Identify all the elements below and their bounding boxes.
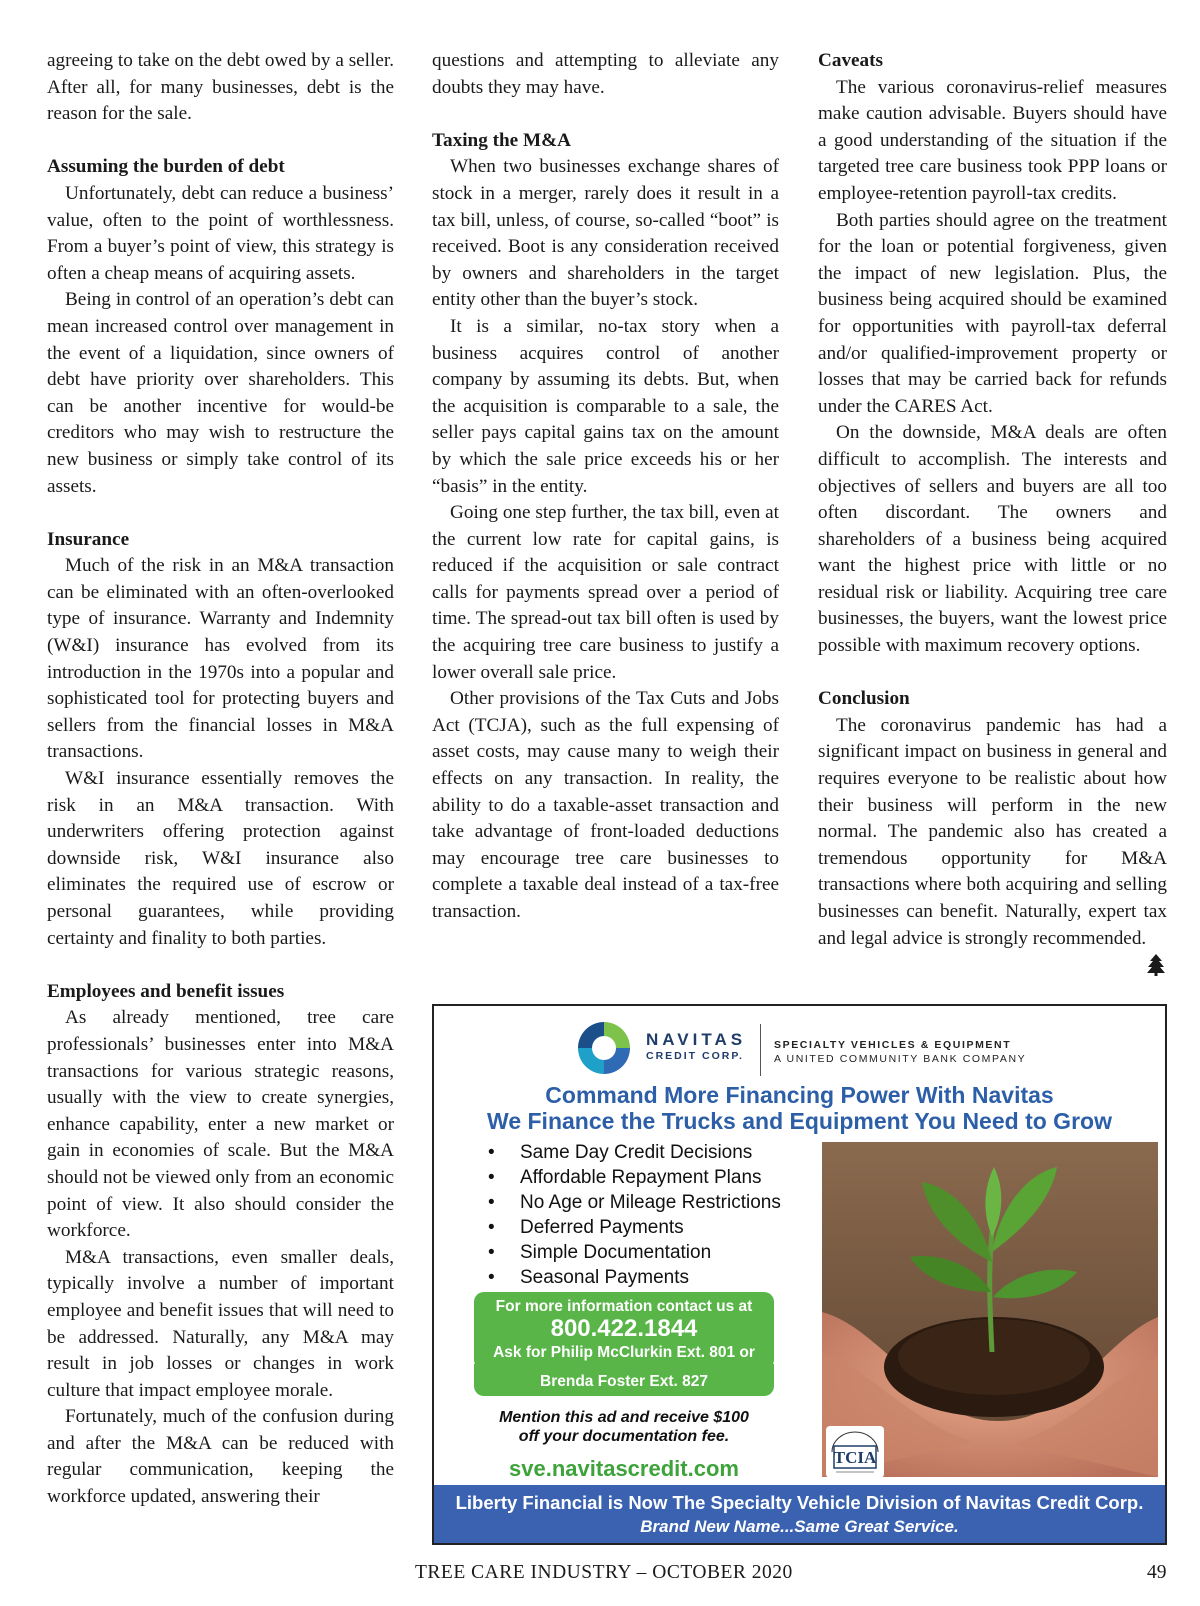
section-heading-caveats: Caveats <box>818 50 884 71</box>
paragraph: As already mentioned, tree care professionals’ businesses enter into M&A transactions for various strategic reasons, usually with the view to create synergies, enhance capability, enter a new market or gain in economies of scale. But the M&A should not be viewed only from an economic point of view. It also should consider the workforce. <box>47 1007 394 1242</box>
headline-1: Command More Financing Power With Navitas <box>545 1082 1054 1108</box>
section-heading-insurance: Insurance <box>47 528 130 550</box>
bullet-icon: • <box>488 1192 495 1213</box>
benefit-text: Deferred Payments <box>520 1217 684 1238</box>
contact-person-2: Brenda Foster Ext. 827 <box>474 1370 774 1396</box>
ad-brand <box>646 1030 746 1063</box>
brand-name: NAVITAS <box>646 1030 747 1049</box>
paragraph <box>818 713 1167 952</box>
navitas-advertisement[interactable] <box>432 1004 1167 1545</box>
offer-line-2: off your documentation fee. <box>518 1428 730 1445</box>
tree-icon <box>1129 954 1165 985</box>
contact-box <box>474 1292 774 1370</box>
list-item <box>484 1240 781 1265</box>
paragraph: Being in control of an operation’s debt can mean increased control over management in the event of a liquidation, since owners of debt have priority over shareholders. This can be another incentive for would-be creditors who may wish to restructure the new business or simply take control of its assets. <box>47 289 394 497</box>
benefit-text: No Age or Mileage Restrictions <box>520 1192 781 1213</box>
paragraph: Much of the risk in an M&A transaction can be eliminated with an often-overlooked type of insurance. Warranty and Indemnity (W&I) insurance has evolved from its introduction in the 1970s into a popular and sophisticated tool for protecting buyers and sellers from the financial losses in M&A transactions. <box>47 555 394 763</box>
section-heading-tax: Taxing the M&A <box>432 129 571 151</box>
ad-tagline <box>774 1038 1026 1066</box>
benefit-text: Simple Documentation <box>520 1242 712 1263</box>
benefit-text: Same Day Credit Decisions <box>520 1142 753 1163</box>
paragraph: W&I insurance essentially removes the risk in an M&A transaction. With underwriters offering protection against downside risk, W&I insurance also eliminates the required use of escrow or personal guarantees, while providing certainty and finality to both parties. <box>47 768 394 949</box>
ad-footer-line-2: Brand New Name...Same Great Service. <box>640 1517 959 1536</box>
bullet-icon: • <box>488 1242 495 1263</box>
bullet-icon: • <box>488 1217 495 1238</box>
contact-intro: For more information contact us at <box>495 1298 753 1315</box>
paragraph: Fortunately, much of the confusion during and after the M&A can be reduced with regular communication, keeping the workforce updated, answering their <box>47 1406 394 1508</box>
list-item <box>484 1165 781 1190</box>
paragraph: questions and attempting to alleviate any doubts they may have. <box>432 50 779 98</box>
benefit-text: Seasonal Payments <box>520 1267 689 1288</box>
ad-website-link[interactable]: sve.navitascredit.com <box>509 1456 739 1481</box>
bullet-icon: • <box>488 1267 495 1288</box>
headline-2: We Finance the Trucks and Equipment You Need to Grow <box>487 1108 1112 1134</box>
ad-footer-line-1: Liberty Financial is Now The Specialty Vehicle Division of Navitas Credit Corp. <box>455 1492 1144 1513</box>
contact-person-1: Ask for Philip McClurkin Ext. 801 or <box>493 1344 755 1361</box>
list-item <box>484 1215 781 1240</box>
paragraph: The various coronavirus-relief measures make caution advisable. Buyers should have a good understanding of the situation if the targeted tree care business took PPP loans or employee-retention payroll-tax credits. <box>818 76 1167 204</box>
tagline-1: SPECIALTY VEHICLES & EQUIPMENT <box>774 1039 1012 1051</box>
paragraph: Unfortunately, debt can reduce a business’ value, often to the point of worthlessness. From a buyer’s point of view, this strategy is often a cheap means of acquiring assets. <box>47 182 394 284</box>
ad-footer-banner <box>434 1485 1165 1543</box>
article-column-1 <box>47 48 394 1511</box>
list-item <box>484 1140 781 1165</box>
section-heading-debt: Assuming the burden of debt <box>47 156 285 178</box>
benefit-text: Affordable Repayment Plans <box>520 1167 762 1188</box>
phone-number[interactable]: 800.422.1844 <box>550 1315 698 1342</box>
paragraph: Going one step further, the tax bill, even at the current low rate for capital gains, is reduced if the acquisition or sale contract calls for payments spread over a period of time. The spread-out tax bill often is used by the acquiring tree care business to justify a lower overall sale price. <box>432 502 779 683</box>
bullet-icon: • <box>488 1142 495 1163</box>
list-item <box>484 1265 781 1290</box>
paragraph: It is a similar, no-tax story when a business acquires control of another company by assuming its debts. But, when the acquisition is comparable to a sale, the seller pays capital gains tax on the amount by which the sale price exceeds his or her “basis” in the entity. <box>432 315 779 497</box>
ad-logo-row <box>574 1018 1134 1082</box>
paragraph: Other provisions of the Tax Cuts and Jobs Act (TCJA), such as the full expensing of asset costs, may cause many to weigh their effects on any transaction. In reality, the ability to do a taxable-asset transaction and take advantage of front-loaded deductions may encourage tree care businesses to complete a taxable deal instead of a tax-free transaction. <box>432 688 779 922</box>
list-item <box>484 1190 781 1215</box>
paragraph: agreeing to take on the debt owed by a seller. After all, for many businesses, debt is the reason for the sale. <box>47 50 394 125</box>
article-column-2 <box>432 48 779 926</box>
paragraph: On the downside, M&A deals are often difficult to accomplish. The interests and objectives of sellers and buyers are all too often discordant. The owners and shareholders of a business being acquired want the highest price with little or no residual risk or liability. Acquiring tree care businesses, the buyers, want the lowest price possible with maximum recovery options. <box>818 422 1167 657</box>
tcia-member-badge <box>826 1426 884 1478</box>
section-heading-employees: Employees and benefit issues <box>47 980 285 1002</box>
publication-line: TREE CARE INDUSTRY – OCTOBER 2020 <box>415 1562 793 1583</box>
section-heading-conclusion: Conclusion <box>818 688 910 710</box>
ad-benefits-list <box>484 1140 781 1290</box>
article-column-3 <box>818 48 1167 985</box>
paragraph: When two businesses exchange shares of stock in a merger, rarely does it result in a tax bill, unless, of course, so-called “boot” is received. Boot is any consideration received by owners and shareholders in the target entity other than the buyer’s stock. <box>432 156 779 311</box>
ad-offer <box>474 1408 774 1446</box>
tagline-2: A UNITED COMMUNITY BANK COMPANY <box>774 1053 1027 1065</box>
offer-line-1: Mention this ad and receive $100 <box>499 1409 749 1426</box>
tcia-badge-text: TCIA <box>833 1448 877 1467</box>
paragraph-text: The coronavirus pandemic has had a significant impact on business in general and requires everyone to be realistic about how their business will perform in the new normal. The pandemic also has created a tremendous opportunity for M&A transactions where both acquiring and selling businesses can benefit. Naturally, expert tax and legal advice is strongly recommended. <box>818 714 1167 949</box>
brand-sub: CREDIT CORP. <box>646 1050 744 1062</box>
paragraph: Both parties should agree on the treatment for the loan or potential forgiveness, given the impact of new legislation. Plus, the business being acquired should be examined for opportunities with payroll-tax deferral and/or qualified-improvement property or losses that may be carried back for refunds under the CARES Act. <box>818 209 1167 417</box>
bullet-icon: • <box>488 1167 495 1188</box>
page-number: 49 <box>1147 1562 1167 1583</box>
divider <box>760 1024 761 1076</box>
navitas-logo-icon <box>574 1018 634 1078</box>
paragraph: M&A transactions, even smaller deals, typically involve a number of important employee and benefit issues that will need to be addressed. Naturally, any M&A may result in job losses or changes in work culture that impact employee morale. <box>47 1246 394 1401</box>
ad-headline <box>434 1082 1165 1134</box>
